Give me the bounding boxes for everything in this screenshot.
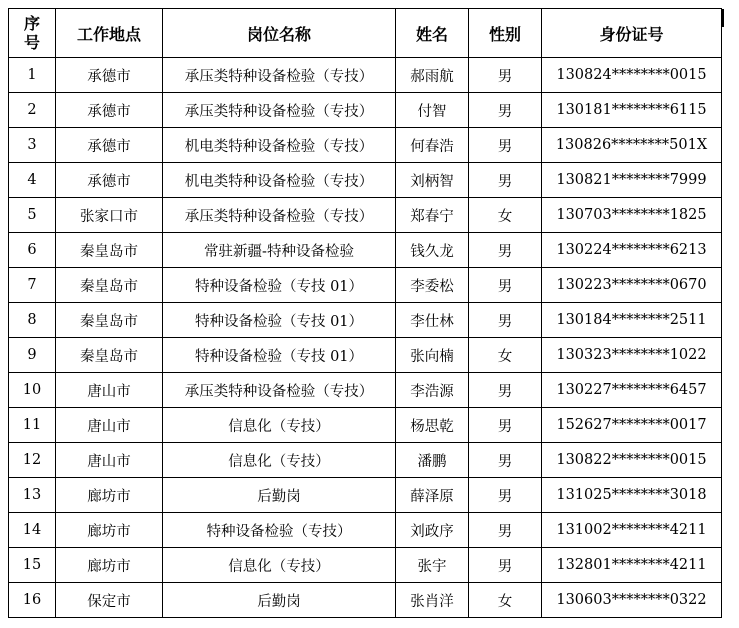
header-gender: 性别 (469, 9, 542, 58)
cell-position: 承压类特种设备检验（专技） (163, 373, 396, 408)
cell-gender: 男 (469, 233, 542, 268)
cell-gender: 男 (469, 513, 542, 548)
cell-location: 秦皇岛市 (56, 268, 163, 303)
cell-id: 130824********0015 (542, 58, 722, 93)
cell-name: 杨思乾 (396, 408, 469, 443)
header-seq-bottom: 号 (23, 33, 40, 52)
cell-position: 常驻新疆-特种设备检验 (163, 233, 396, 268)
cell-position: 信息化（专技） (163, 443, 396, 478)
cell-id: 152627********0017 (542, 408, 722, 443)
cell-seq: 14 (9, 513, 56, 548)
cell-id: 130826********501X (542, 128, 722, 163)
cell-gender: 女 (469, 583, 542, 618)
cell-location: 承德市 (56, 163, 163, 198)
table-row (9, 513, 722, 548)
cell-location: 秦皇岛市 (56, 303, 163, 338)
cell-location: 张家口市 (56, 198, 163, 233)
cell-seq: 7 (9, 268, 56, 303)
cell-name: 李浩源 (396, 373, 469, 408)
cell-gender: 男 (469, 443, 542, 478)
cell-location: 承德市 (56, 128, 163, 163)
cell-name: 薛泽原 (396, 478, 469, 513)
header-seq-top: 序 (23, 14, 40, 33)
cell-seq: 11 (9, 408, 56, 443)
cell-name: 刘柄智 (396, 163, 469, 198)
cell-id: 131025********3018 (542, 478, 722, 513)
cell-location: 承德市 (56, 93, 163, 128)
header-location: 工作地点 (56, 9, 163, 58)
cell-location: 唐山市 (56, 443, 163, 478)
cell-gender: 男 (469, 408, 542, 443)
cell-location: 承德市 (56, 58, 163, 93)
cell-seq: 8 (9, 303, 56, 338)
cell-name: 李委松 (396, 268, 469, 303)
cell-id: 130223********0670 (542, 268, 722, 303)
cell-gender: 女 (469, 198, 542, 233)
header-seq (9, 9, 56, 58)
cell-id: 130703********1825 (542, 198, 722, 233)
cell-location: 秦皇岛市 (56, 338, 163, 373)
cell-location: 廊坊市 (56, 478, 163, 513)
header-name: 姓名 (396, 9, 469, 58)
cell-location: 廊坊市 (56, 513, 163, 548)
cell-seq: 2 (9, 93, 56, 128)
cell-position: 特种设备检验（专技 01） (163, 338, 396, 373)
cell-gender: 男 (469, 163, 542, 198)
table-row (9, 583, 722, 618)
table-row (9, 443, 722, 478)
cell-gender: 男 (469, 478, 542, 513)
cell-name: 何春浩 (396, 128, 469, 163)
cell-id: 130821********7999 (542, 163, 722, 198)
cell-gender: 男 (469, 548, 542, 583)
table-row (9, 303, 722, 338)
cell-seq: 10 (9, 373, 56, 408)
cell-seq: 5 (9, 198, 56, 233)
cell-seq: 15 (9, 548, 56, 583)
cell-id: 130323********1022 (542, 338, 722, 373)
cell-position: 机电类特种设备检验（专技） (163, 163, 396, 198)
cell-seq: 6 (9, 233, 56, 268)
table-row (9, 548, 722, 583)
cell-id: 130822********0015 (542, 443, 722, 478)
cell-name: 郝雨航 (396, 58, 469, 93)
cell-name: 钱久龙 (396, 233, 469, 268)
personnel-table (8, 8, 722, 618)
cell-position: 承压类特种设备检验（专技） (163, 93, 396, 128)
cell-location: 唐山市 (56, 408, 163, 443)
cell-id: 131002********4211 (542, 513, 722, 548)
cell-location: 保定市 (56, 583, 163, 618)
table-row (9, 408, 722, 443)
table-row (9, 233, 722, 268)
text-cursor (722, 9, 724, 27)
table-row (9, 338, 722, 373)
cell-id: 130603********0322 (542, 583, 722, 618)
table-body (9, 58, 722, 618)
table-row (9, 373, 722, 408)
table-row (9, 198, 722, 233)
cell-id: 130184********2511 (542, 303, 722, 338)
cell-name: 付智 (396, 93, 469, 128)
table-row (9, 128, 722, 163)
table-row (9, 93, 722, 128)
cell-gender: 男 (469, 128, 542, 163)
cell-id: 130181********6115 (542, 93, 722, 128)
cell-name: 潘鹏 (396, 443, 469, 478)
cell-position: 特种设备检验（专技） (163, 513, 396, 548)
cell-position: 特种设备检验（专技 01） (163, 303, 396, 338)
cell-gender: 男 (469, 303, 542, 338)
cell-location: 唐山市 (56, 373, 163, 408)
cell-gender: 男 (469, 268, 542, 303)
cell-seq: 13 (9, 478, 56, 513)
cell-id: 130227********6457 (542, 373, 722, 408)
cell-position: 特种设备检验（专技 01） (163, 268, 396, 303)
table-row (9, 58, 722, 93)
cell-seq: 9 (9, 338, 56, 373)
cell-name: 刘政序 (396, 513, 469, 548)
cell-seq: 16 (9, 583, 56, 618)
cell-position: 后勤岗 (163, 478, 396, 513)
cell-location: 廊坊市 (56, 548, 163, 583)
cell-position: 后勤岗 (163, 583, 396, 618)
cell-gender: 男 (469, 373, 542, 408)
header-id: 身份证号 (542, 9, 722, 58)
table-row (9, 268, 722, 303)
cell-position: 承压类特种设备检验（专技） (163, 198, 396, 233)
table-header-row (9, 9, 722, 58)
cell-seq: 12 (9, 443, 56, 478)
cell-name: 张宇 (396, 548, 469, 583)
cell-position: 信息化（专技） (163, 408, 396, 443)
cell-name: 郑春宁 (396, 198, 469, 233)
cell-position: 机电类特种设备检验（专技） (163, 128, 396, 163)
cell-position: 信息化（专技） (163, 548, 396, 583)
table-row (9, 478, 722, 513)
cell-gender: 男 (469, 93, 542, 128)
cell-id: 130224********6213 (542, 233, 722, 268)
cell-id: 132801********4211 (542, 548, 722, 583)
cell-seq: 4 (9, 163, 56, 198)
header-position: 岗位名称 (163, 9, 396, 58)
cell-name: 张肖洋 (396, 583, 469, 618)
cell-name: 李仕林 (396, 303, 469, 338)
cell-seq: 3 (9, 128, 56, 163)
cell-name: 张向楠 (396, 338, 469, 373)
cell-location: 秦皇岛市 (56, 233, 163, 268)
table-row (9, 163, 722, 198)
cell-gender: 男 (469, 58, 542, 93)
cell-gender: 女 (469, 338, 542, 373)
cell-seq: 1 (9, 58, 56, 93)
cell-position: 承压类特种设备检验（专技） (163, 58, 396, 93)
